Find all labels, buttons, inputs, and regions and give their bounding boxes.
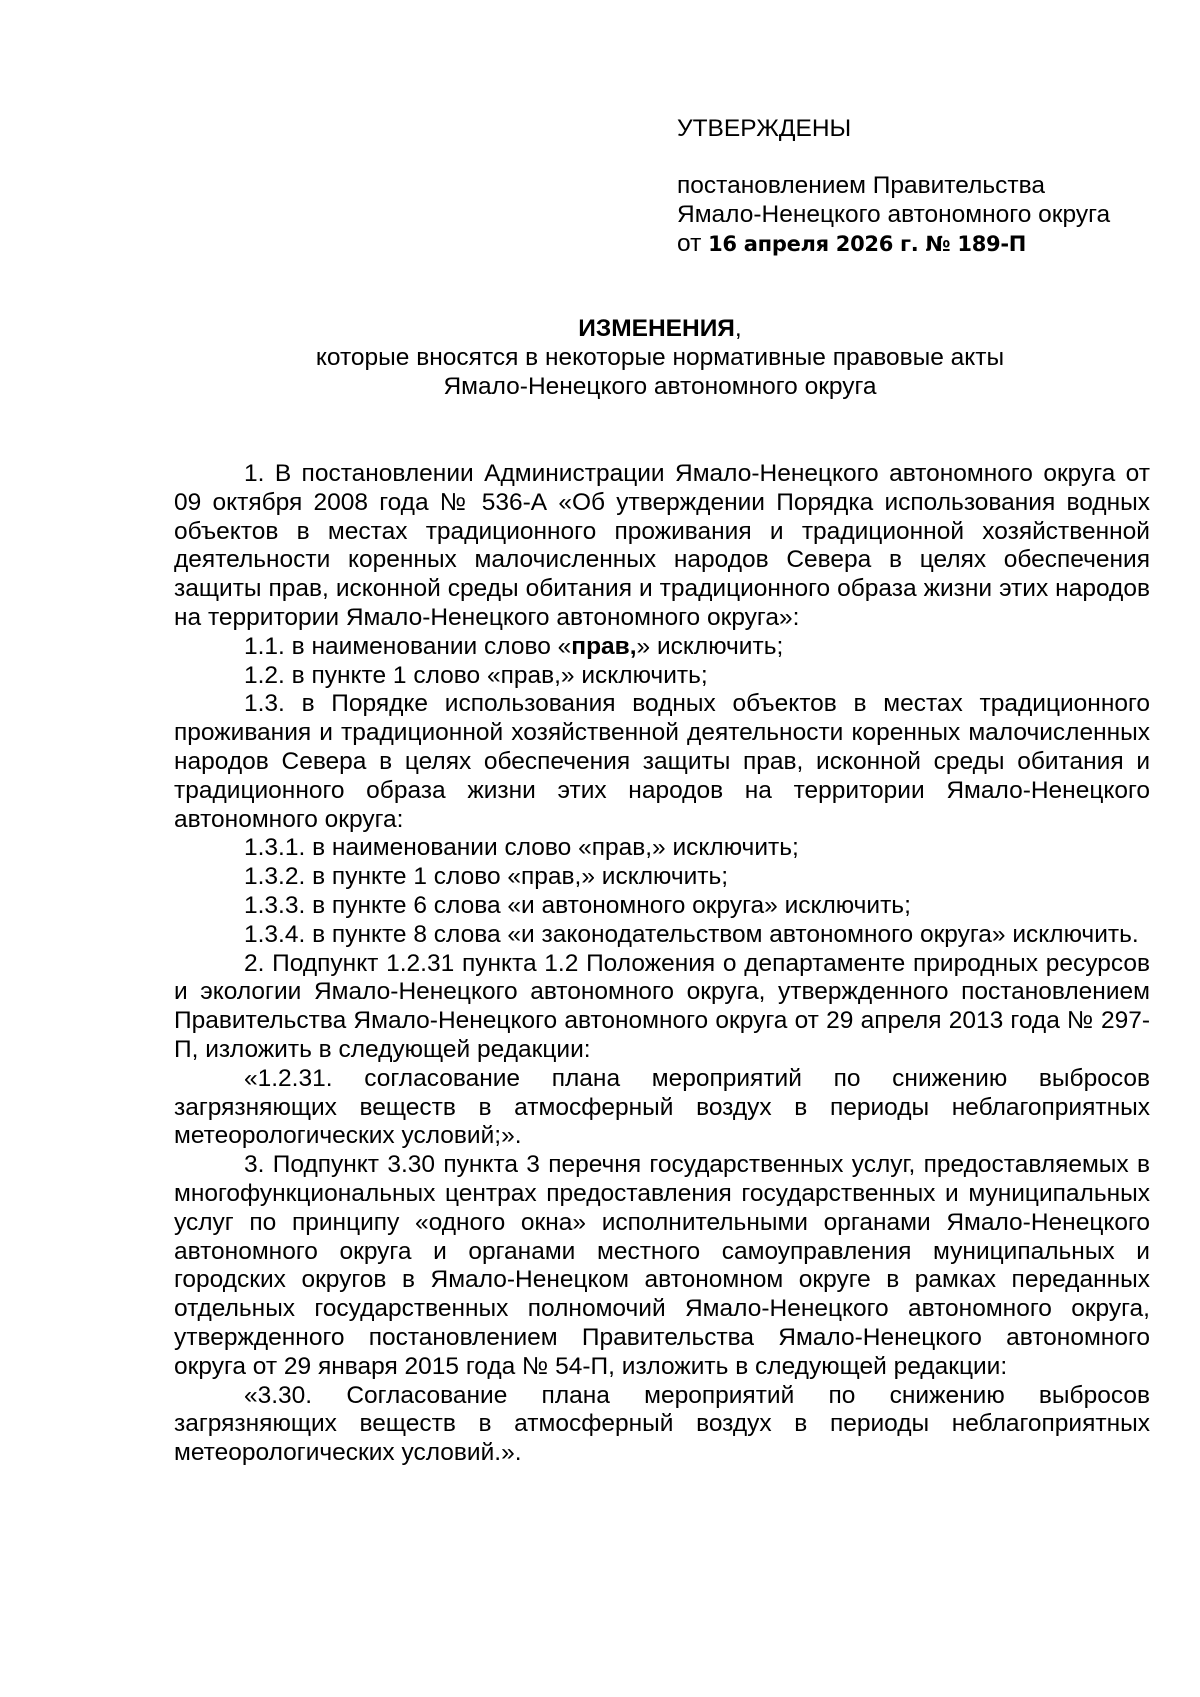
approval-line-date [677, 229, 1157, 259]
paragraph-1-1 [174, 633, 1150, 662]
approved-heading: УТВЕРЖДЕНЫ [677, 115, 852, 142]
paragraph-1-1-bold-word: прав, [571, 632, 637, 660]
paragraph-2: 2. Подпункт 1.2.31 пункта 1.2 Положения о департаменте природных ресурсов и экологии Ямало-Ненецкого автономного округа, утвержденного постановлением Правительства Ямало-Ненецкого автономного округа от 29 апреля 2013 года № 297-П, изложить в следующей редакции: [174, 949, 1150, 1063]
document-title [170, 314, 1150, 343]
paragraph-1: 1. В постановлении Администрации Ямало-Ненецкого автономного округа от 09 октября 2008 года № 536-А «Об утверждении Порядка использования водных объектов в местах традиционного проживания и традиционной хозяйственной деятельности коренных малочисленных народов Севера в целях обеспечения защиты прав, исконной среды обитания и традиционного образа жизни этих народов на территории Ямало-Ненецкого автономного округа»: [174, 460, 1150, 631]
paragraph-1-3-2: 1.3.2. в пункте 1 слово «прав,» исключить; [244, 863, 729, 891]
paragraph-3: 3. Подпункт 3.30 пункта 3 перечня государственных услуг, предоставляемых в многофункциональных центрах предоставления государственных и муниципальных услуг по принципу «одного окна» исполнительными органами Ямало-Ненецкого автономного округа и органами местного самоуправления муниципальных и городских округов в Ямало-Ненецком автономном округе в рамках переданных отдельных государственных полномочий Ямало-Ненецкого автономного округа, утвержденного постановлением Правительства Ямало-Ненецкого автономного округа от 29 января 2015 года № 54-П, изложить в следующей редакции: [174, 1151, 1150, 1380]
document-title-suffix: , [734, 315, 742, 342]
paragraph-1-3: 1.3. в Порядке использования водных объектов в местах традиционного проживания и традиционной хозяйственной деятельности коренных малочисленных народов Севера в целях обеспечения защиты прав, исконной среды обитания и традиционного образа жизни этих народов на территории Ямало-Ненецкого автономного округа: [174, 690, 1150, 833]
paragraph-2-quote: «1.2.31. согласование плана мероприятий по снижению выбросов загрязняющих веществ в атмосферный воздух в периоды неблагоприятных метеорологических условий;». [174, 1064, 1150, 1150]
paragraph-1-3-3: 1.3.3. в пункте 6 слова «и автономного округа» исключить; [244, 891, 911, 919]
document-title-bold: ИЗМЕНЕНИЯ [578, 315, 735, 342]
paragraph-1-1-prefix: 1.1. в наименовании слово « [244, 632, 572, 660]
document-subtitle-line-1: которые вносятся в некоторые нормативные правовые акты [315, 344, 1005, 371]
approval-line-resolution: постановлением Правительства [677, 172, 1045, 199]
paragraph-1-2: 1.2. в пункте 1 слово «прав,» исключить; [244, 661, 708, 689]
document-subtitle-line-2: Ямало-Ненецкого автономного округа [443, 373, 877, 400]
paragraph-1-3-1: 1.3.1. в наименовании слово «прав,» исключить; [244, 834, 799, 862]
paragraph-1-1-suffix: » исключить; [636, 632, 784, 660]
paragraph-3-quote: «3.30. Согласование плана мероприятий по снижению выбросов загрязняющих веществ в атмосферный воздух в периоды неблагоприятных метеорологических условий.». [174, 1381, 1150, 1467]
approval-line-government: Ямало-Ненецкого автономного округа [677, 201, 1111, 228]
document-title-block [170, 314, 1150, 401]
approval-date-number: 16 апреля 2026 г. № 189-П [708, 232, 1027, 256]
paragraph-1-3-4: 1.3.4. в пункте 8 слова «и законодательством автономного округа» исключить. [244, 920, 1139, 948]
document-body [174, 460, 1150, 1468]
approval-block [677, 114, 1157, 259]
approval-date-prefix: от [677, 230, 709, 257]
